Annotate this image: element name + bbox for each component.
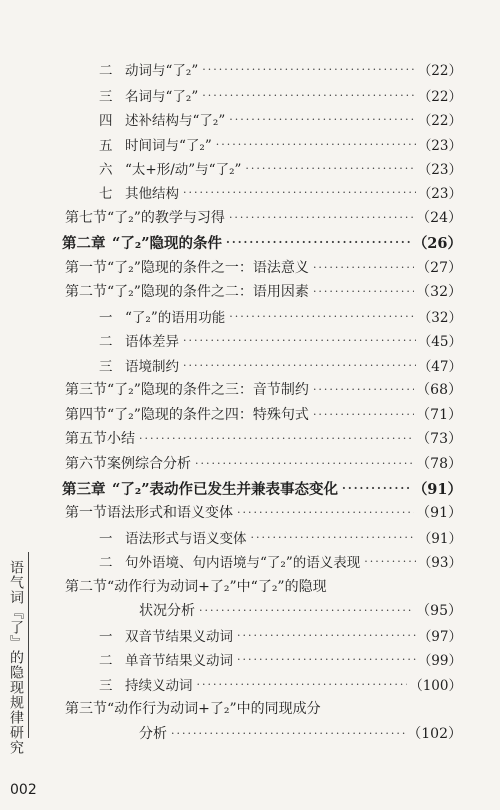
dot-leader bbox=[202, 63, 416, 76]
dot-leader bbox=[199, 604, 414, 617]
entry-title: 句外语境、句内语境与“了₂”的语义表现 bbox=[125, 555, 361, 571]
entry-page: （95） bbox=[416, 603, 462, 619]
entry-page: （45） bbox=[417, 334, 462, 350]
toc-entry bbox=[0, 180, 462, 204]
page-number: 002 bbox=[10, 782, 37, 798]
entry-number: 二 bbox=[99, 653, 113, 669]
toc-entry bbox=[0, 132, 462, 156]
entry-page: （73） bbox=[416, 431, 462, 447]
entry-number: 一 bbox=[99, 531, 113, 547]
entry-title: 语体差异 bbox=[125, 334, 179, 350]
entry-number: 六 bbox=[99, 162, 113, 178]
entry-number: 第二节 bbox=[65, 284, 107, 300]
entry-number: 二 bbox=[99, 334, 113, 350]
toc-entry bbox=[0, 402, 462, 426]
toc-entry bbox=[0, 279, 462, 303]
toc-entry bbox=[0, 451, 462, 475]
toc-entry bbox=[0, 205, 462, 229]
dot-leader bbox=[183, 334, 416, 347]
toc-chapter bbox=[0, 476, 462, 500]
chapter-title: “了₂”表动作已发生并兼表事态变化 bbox=[112, 480, 339, 498]
entry-page: （91） bbox=[416, 505, 462, 521]
entry-title: 语法形式与语义变体 bbox=[125, 531, 247, 547]
entry-page: （102） bbox=[407, 726, 462, 742]
entry-page: （24） bbox=[416, 210, 462, 226]
dot-leader bbox=[229, 113, 416, 126]
entry-title: 时间词与“了₂” bbox=[125, 138, 212, 154]
dot-leader bbox=[313, 408, 414, 421]
toc-entry bbox=[0, 672, 462, 696]
entry-page: （23） bbox=[417, 138, 462, 154]
entry-page: （26） bbox=[412, 234, 462, 252]
entry-title: “太+形/动”与“了₂” bbox=[125, 162, 242, 178]
entry-number: 第一节 bbox=[65, 260, 107, 276]
entry-page: （22） bbox=[417, 63, 462, 79]
entry-title: 状况分析 bbox=[139, 603, 195, 619]
entry-title: “了₂”的教学与习得 bbox=[107, 210, 225, 226]
toc-entry-continuation bbox=[0, 598, 462, 622]
toc-entry bbox=[0, 377, 462, 401]
toc-entry bbox=[0, 500, 462, 524]
running-book-title: 语气词『了』的隐现规律研究 bbox=[8, 560, 24, 755]
dot-leader bbox=[313, 261, 414, 274]
dot-leader bbox=[171, 727, 405, 740]
entry-number: 第三节 bbox=[65, 701, 107, 717]
entry-title: “动作行为动词+了₂”中“了₂”的隐现 bbox=[107, 579, 327, 595]
entry-title: 语境制约 bbox=[125, 359, 179, 375]
entry-title: 双音节结果义动词 bbox=[125, 629, 233, 645]
entry-number: 四 bbox=[99, 113, 113, 129]
entry-number: 一 bbox=[99, 310, 113, 326]
toc-entry bbox=[0, 525, 462, 549]
entry-page: （32） bbox=[416, 284, 462, 300]
toc-entry bbox=[0, 328, 462, 352]
entry-title: 语法形式和语义变体 bbox=[107, 505, 233, 521]
entry-page: （71） bbox=[416, 407, 462, 423]
dot-leader bbox=[183, 186, 416, 199]
entry-page: （78） bbox=[416, 456, 462, 472]
entry-title: 动词与“了₂” bbox=[125, 63, 199, 79]
toc-entry bbox=[0, 57, 462, 81]
toc-entry bbox=[0, 574, 462, 598]
entry-number: 第五节 bbox=[65, 431, 107, 447]
entry-title: “了₂”隐现的条件之四：特殊句式 bbox=[107, 407, 309, 423]
dot-leader bbox=[342, 482, 411, 495]
entry-title: 小结 bbox=[107, 431, 135, 447]
entry-page: （32） bbox=[417, 310, 462, 326]
entry-title: 持续义动词 bbox=[125, 678, 193, 694]
entry-number: 二 bbox=[99, 555, 113, 571]
entry-number: 第二节 bbox=[65, 579, 107, 595]
toc-entry bbox=[0, 83, 462, 107]
dot-leader bbox=[313, 285, 414, 298]
dot-leader bbox=[237, 653, 416, 666]
dot-leader bbox=[195, 457, 414, 470]
toc-chapter bbox=[0, 230, 462, 254]
entry-number: 第六节 bbox=[65, 456, 107, 472]
dot-leader bbox=[226, 236, 411, 249]
entry-title: 单音节结果义动词 bbox=[125, 653, 233, 669]
entry-title: “了₂”隐现的条件之一：语法意义 bbox=[107, 260, 309, 276]
entry-number: 七 bbox=[99, 186, 113, 202]
entry-title: 案例综合分析 bbox=[107, 456, 191, 472]
dot-leader bbox=[229, 310, 416, 323]
dot-leader bbox=[229, 211, 414, 224]
entry-page: （91） bbox=[412, 480, 462, 498]
dot-leader bbox=[202, 89, 416, 102]
entry-number: 第七节 bbox=[65, 210, 107, 226]
dot-leader bbox=[139, 432, 414, 445]
toc-entry bbox=[0, 549, 462, 573]
entry-page: （99） bbox=[417, 653, 462, 669]
toc-entry bbox=[0, 696, 462, 720]
side-rule bbox=[28, 552, 29, 738]
entry-number: 五 bbox=[99, 138, 113, 154]
entry-number: 第三节 bbox=[65, 382, 107, 398]
entry-title: “了₂”隐现的条件之二：语用因素 bbox=[107, 284, 309, 300]
toc-entry bbox=[0, 647, 462, 671]
toc-entry bbox=[0, 426, 462, 450]
entry-page: （91） bbox=[417, 531, 462, 547]
toc-entry bbox=[0, 623, 462, 647]
entry-number: 一 bbox=[99, 629, 113, 645]
toc-entry bbox=[0, 255, 462, 279]
dot-leader bbox=[364, 555, 416, 568]
entry-title: 名词与“了₂” bbox=[125, 89, 199, 105]
entry-title: 其他结构 bbox=[125, 186, 179, 202]
toc-entry bbox=[0, 353, 462, 377]
toc-entry-continuation bbox=[0, 721, 462, 745]
dot-leader bbox=[313, 383, 414, 396]
entry-page: （22） bbox=[417, 89, 462, 105]
dot-leader bbox=[197, 678, 408, 691]
chapter-number: 第二章 bbox=[62, 234, 106, 252]
dot-leader bbox=[237, 629, 416, 642]
entry-page: （23） bbox=[417, 186, 462, 202]
toc-entry bbox=[0, 304, 462, 328]
entry-number: 三 bbox=[99, 678, 113, 694]
dot-leader bbox=[237, 506, 414, 519]
entry-number: 三 bbox=[99, 359, 113, 375]
entry-number: 三 bbox=[99, 89, 113, 105]
entry-page: （23） bbox=[417, 162, 462, 178]
entry-number: 二 bbox=[99, 63, 113, 79]
entry-number: 第一节 bbox=[65, 505, 107, 521]
toc-entry bbox=[0, 107, 462, 131]
dot-leader bbox=[251, 531, 416, 544]
entry-page: （27） bbox=[416, 260, 462, 276]
dot-leader bbox=[216, 138, 416, 151]
entry-page: （100） bbox=[409, 678, 462, 694]
entry-title: “动作行为动词+了₂”中的同现成分 bbox=[107, 701, 321, 717]
entry-page: （97） bbox=[417, 629, 462, 645]
entry-title: “了₂”隐现的条件之三：音节制约 bbox=[107, 382, 309, 398]
entry-page: （68） bbox=[416, 382, 462, 398]
entry-page: （47） bbox=[417, 359, 462, 375]
entry-title: 述补结构与“了₂” bbox=[125, 113, 226, 129]
entry-number: 第四节 bbox=[65, 407, 107, 423]
dot-leader bbox=[245, 162, 415, 175]
entry-page: （93） bbox=[417, 555, 462, 571]
toc-entry bbox=[0, 156, 462, 180]
dot-leader bbox=[183, 359, 416, 372]
entry-title: 分析 bbox=[139, 726, 167, 742]
chapter-number: 第三章 bbox=[62, 480, 106, 498]
entry-page: （22） bbox=[417, 113, 462, 129]
chapter-title: “了₂”隐现的条件 bbox=[112, 234, 223, 252]
entry-title: “了₂”的语用功能 bbox=[125, 310, 226, 326]
